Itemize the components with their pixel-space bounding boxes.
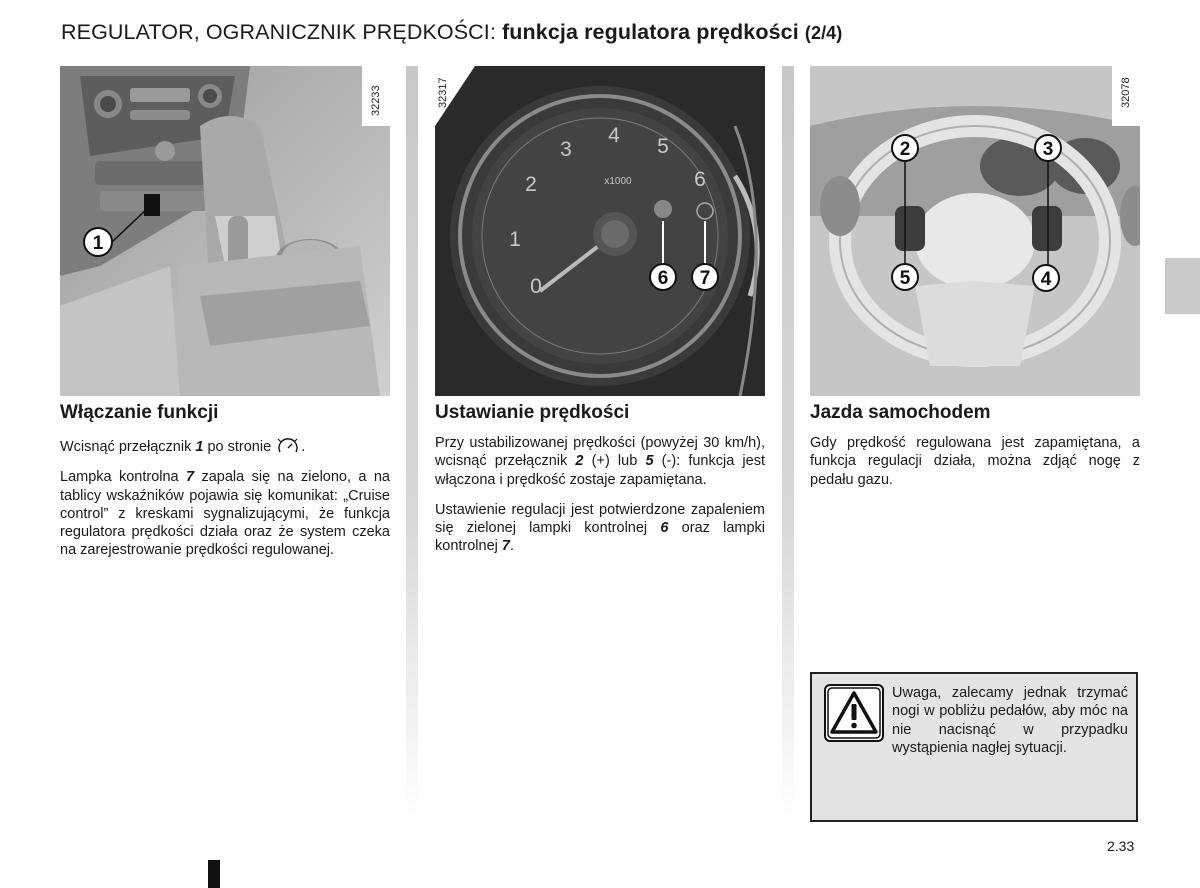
callout-2: 2 bbox=[899, 139, 911, 160]
section-heading: Włączanie funkcji bbox=[60, 402, 219, 423]
section-body bbox=[810, 434, 1140, 501]
callout-7: 7 bbox=[699, 268, 711, 289]
cruise-control-icon bbox=[275, 437, 301, 455]
chapter-tab bbox=[1165, 258, 1200, 314]
figure-console-switch bbox=[60, 66, 390, 396]
section-body bbox=[60, 437, 390, 572]
dial-label-2: 2 bbox=[525, 173, 537, 196]
figure-instrument-cluster bbox=[435, 66, 765, 396]
section-heading: Jazda samochodem bbox=[810, 402, 991, 423]
callout-3: 3 bbox=[1042, 139, 1054, 160]
paragraph: Lampka kontrolna 7 zapala się na zielono, a na tablicy wskaźników pojawia się komunikat: „Cruise control” z kreskami sygnalizującymi, że funkcja regulatora prędkości działa oraz że system czeka na zarejestrowanie prędkości regulowanej. bbox=[60, 469, 390, 559]
dial-label-6: 6 bbox=[694, 168, 706, 191]
dial-label-4: 4 bbox=[608, 124, 620, 147]
section-heading: Ustawianie prędkości bbox=[435, 402, 630, 423]
callout-1: 1 bbox=[92, 233, 104, 254]
paragraph: Gdy prędkość regulowana jest zapamiętana, a funkcja regulacji działa, można zdjąć nogę z pedału gazu. bbox=[810, 435, 1140, 488]
warning-box bbox=[810, 672, 1138, 822]
callout-4: 4 bbox=[1040, 269, 1052, 290]
paragraph: Przy ustabilizowanej prędkości (powyżej 30 km/h), wcisnąć przełącznik 2 (+) lub 5 (-): funkcja jest włączona i prędkość zostaje zapamiętana. bbox=[435, 435, 765, 488]
figure-steering-wheel bbox=[810, 66, 1140, 396]
dial-label-3: 3 bbox=[560, 138, 572, 161]
callout-5: 5 bbox=[899, 268, 911, 289]
paragraph: Wcisnąć przełącznik 1 po stronie . bbox=[60, 439, 306, 455]
warning-triangle-icon bbox=[824, 684, 884, 742]
crop-mark bbox=[208, 860, 220, 888]
dial-label-0: 0 bbox=[530, 275, 542, 298]
callout-6: 6 bbox=[657, 268, 669, 289]
page-number: 2.33 bbox=[1107, 838, 1135, 854]
paragraph: Ustawienie regulacji jest potwierdzone zapaleniem się zielonej lampki kontrolnej 6 oraz lampki kontrolnej 7. bbox=[435, 501, 766, 555]
figure-number: 32317 bbox=[437, 77, 449, 108]
section-body bbox=[435, 434, 765, 568]
dial-unit: x1000 bbox=[604, 176, 632, 187]
column-divider-1 bbox=[406, 66, 418, 816]
dial-label-5: 5 bbox=[657, 135, 669, 158]
figure-number: 32233 bbox=[370, 85, 382, 116]
dial-label-1: 1 bbox=[509, 228, 521, 251]
figure-number: 32078 bbox=[1120, 77, 1132, 108]
column-divider-2 bbox=[782, 66, 794, 816]
warning-text: Uwaga, zalecamy jednak trzymać nogi w pobliżu pedałów, aby móc na nie nacisnąć w przypadku wystąpienia nagłej sytuacji. bbox=[824, 684, 1128, 757]
page-title: REGULATOR, OGRANICZNIK PRĘDKOŚCI: funkcja regulatora prędkości (2/4) bbox=[61, 20, 843, 44]
